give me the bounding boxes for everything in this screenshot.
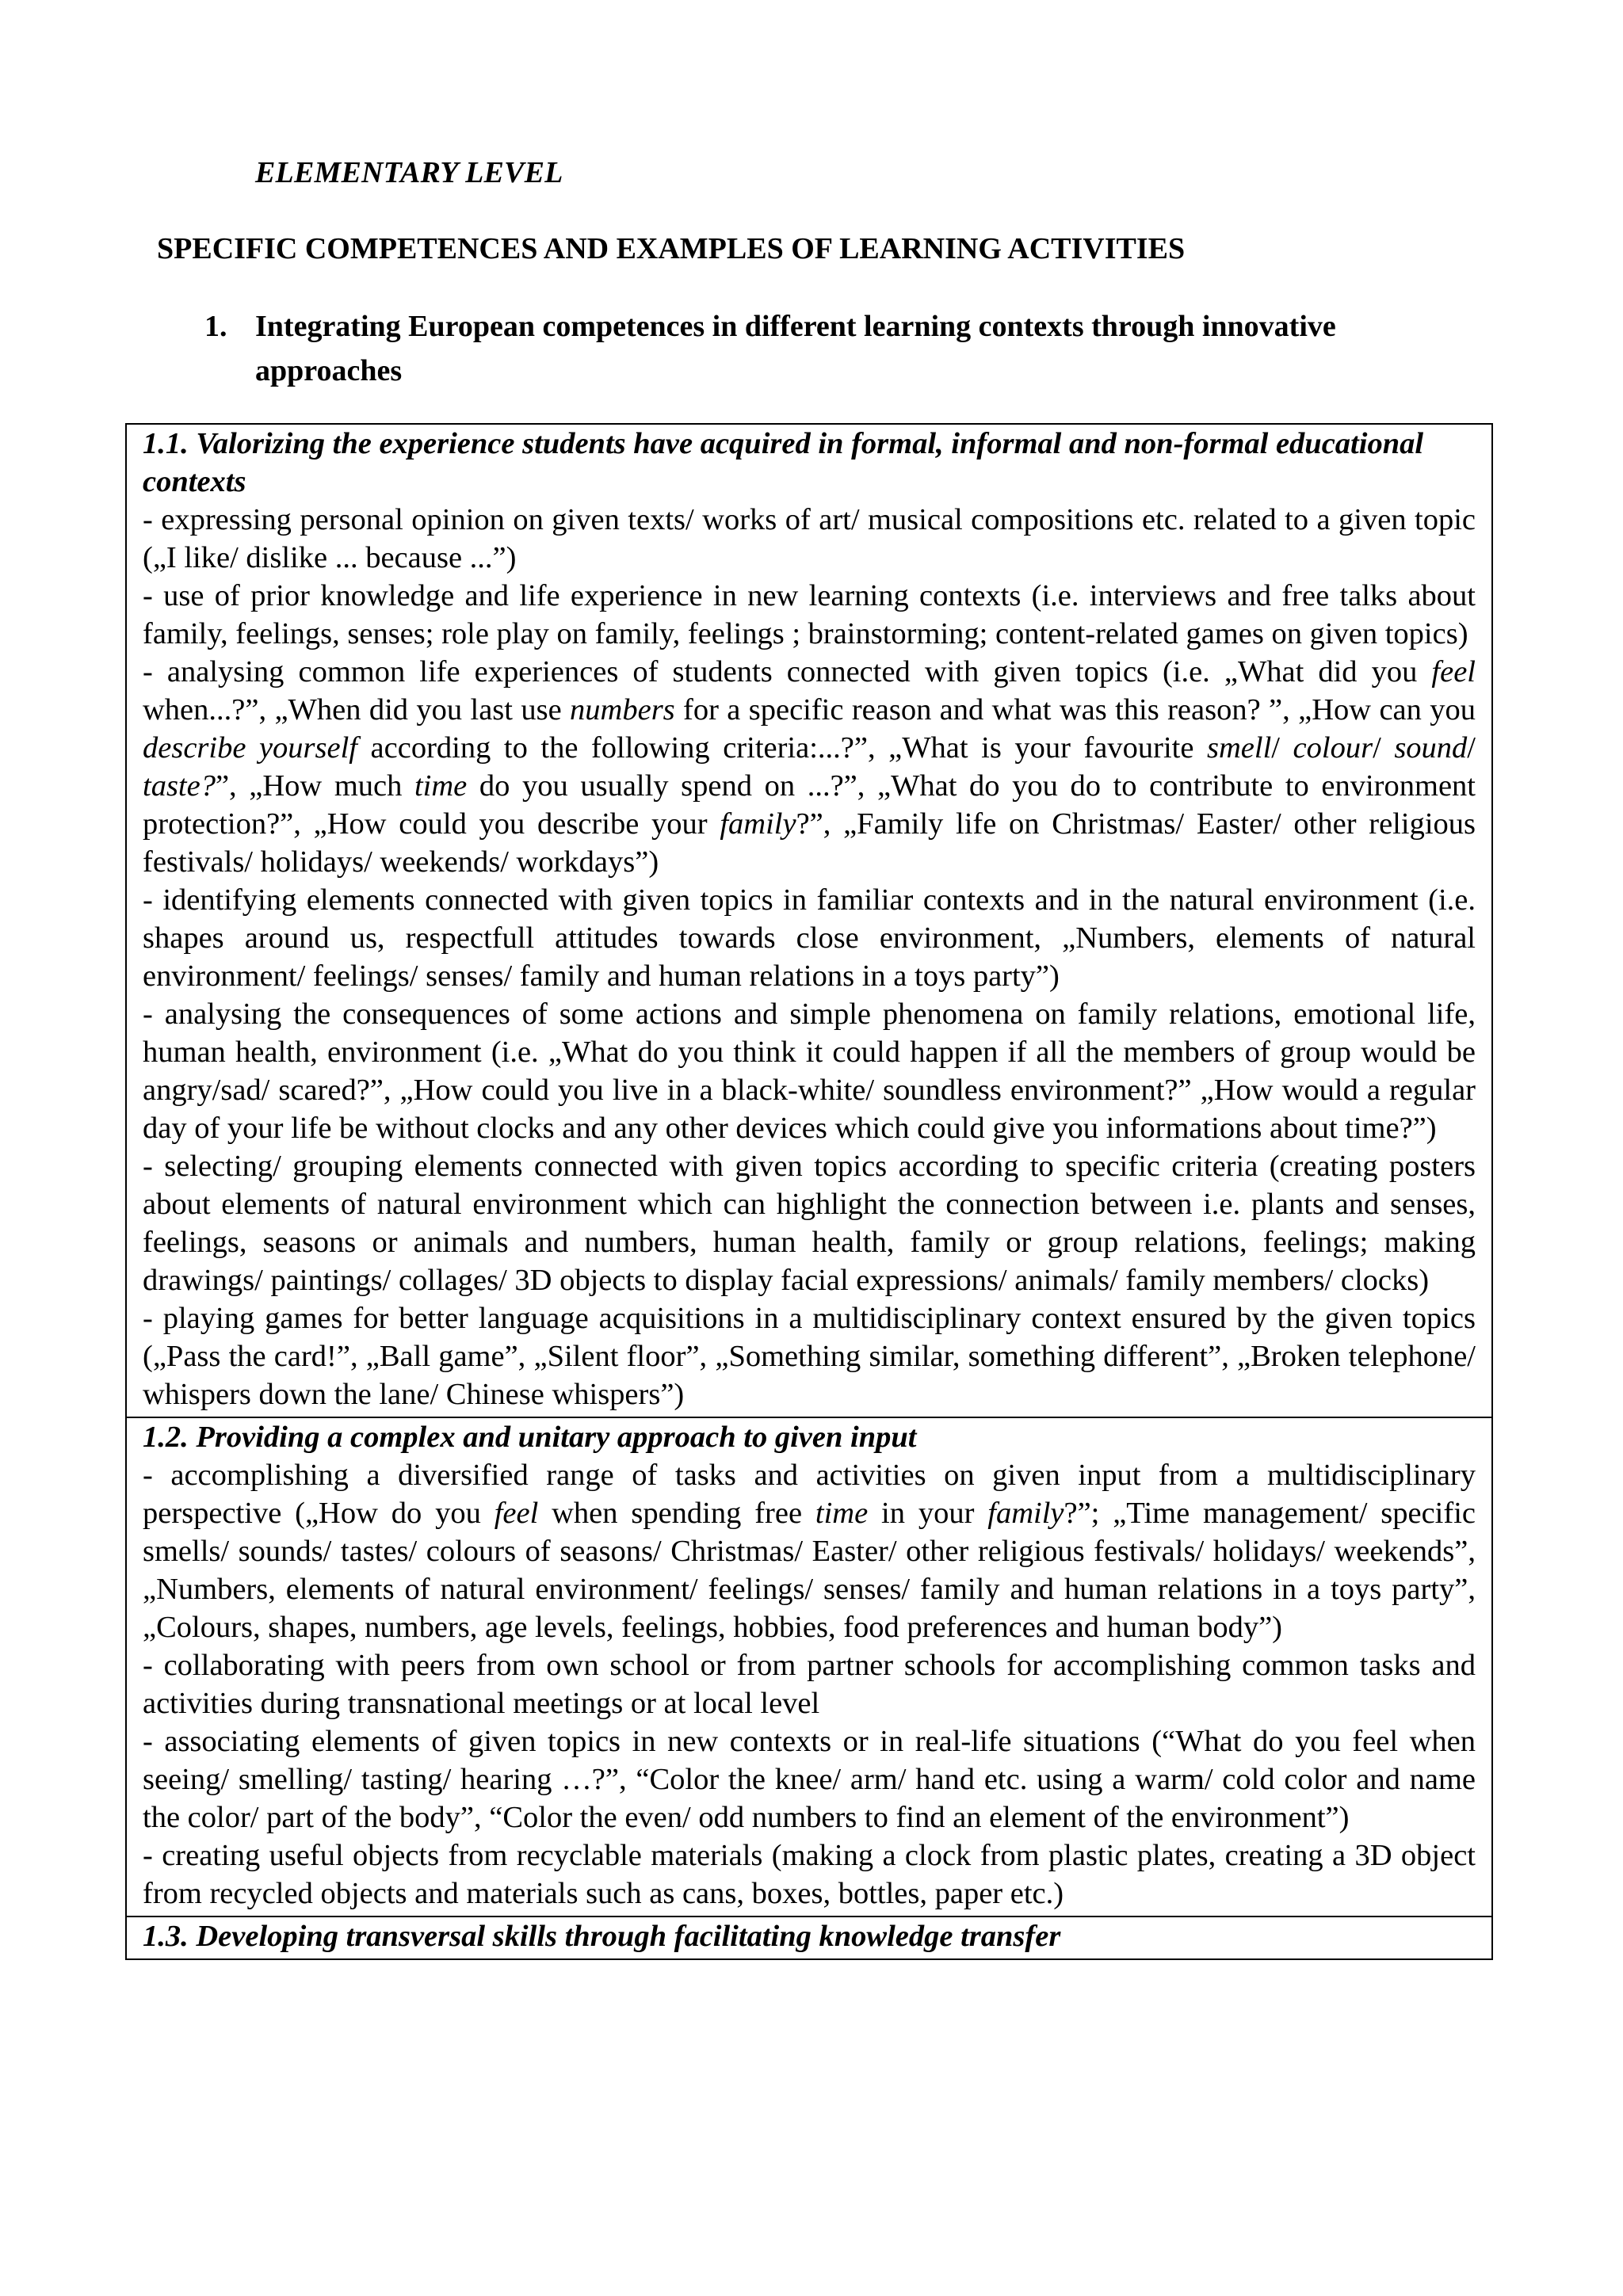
item-text: - associating elements of given topics in new contexts or in real-life situations (“What do you feel when seeing/ smelling/ tasting/ hearing …?”, “Color the knee/ arm/ hand etc. using a warm/ cold color and name the color/ part of the body”, “Color the even/ odd numbers to find an element of the environment”): [143, 1725, 1476, 1834]
subsection-1-2: [126, 1417, 1492, 1917]
emphasis-text: taste?: [143, 769, 216, 803]
activity-item: [143, 1147, 1476, 1299]
table-row: [126, 1417, 1492, 1917]
subsection-1-1: [126, 424, 1492, 1417]
emphasis-text: describe yourself: [143, 731, 358, 765]
item-text: - selecting/ grouping elements connected with given topics according to specific criteria (creating posters about elements of natural environment which can highlight the connection between i.e. plants and senses, feelings, seasons or animals and numbers, human health, family or group relations, feelings; making drawings/ paintings/ collages/ 3D objects to display facial expressions/ animals/ family members/ clocks): [143, 1150, 1476, 1297]
emphasis-text: sound: [1394, 731, 1468, 765]
item-text: - use of prior knowledge and life experience in new learning contexts (i.e. interviews and free talks about family, feelings, senses; role play on family, feelings ; brainstorming; content-related games on given topics): [143, 579, 1476, 650]
item-text: - expressing personal opinion on given texts/ works of art/ musical compositions etc. related to a given topic („I like/ dislike ... because ...”): [143, 503, 1476, 574]
activity-item: [143, 881, 1476, 995]
subsection-title: 1.2. Providing a complex and unitary approach to given input: [143, 1421, 917, 1454]
item-text: - playing games for better language acquisitions in a multidisciplinary context ensured by the given topics („Pass the card!”, „Ball game”, „Silent floor”, „Something similar, something different”, „Broken telephone/ whispers down the lane/ Chinese whispers”): [143, 1302, 1476, 1411]
item-text: /: [1373, 731, 1395, 765]
item-text: - collaborating with peers from own school or from partner schools for accomplishing common tasks and activities during transnational meetings or at local level: [143, 1649, 1476, 1720]
item-text: ?”; „Time management/ specific smells/ sounds/ tastes/ colours of seasons/ Christmas/ Easter/ other religious festivals/ holidays/ weekends”, „Numbers, elements of natural environment/ feelings/ senses/ family and human relations in a toys party”, „Colours, shapes, numbers, age levels, feelings, hobbies, food preferences and human body”): [143, 1497, 1476, 1644]
item-text: in your: [868, 1497, 988, 1530]
item-text: for a specific reason and what was this reason? ”, „How can you: [674, 693, 1476, 727]
competence-number: 1.: [204, 310, 227, 343]
subsection-title: 1.3. Developing transversal skills through facilitating knowledge transfer: [143, 1920, 1061, 1953]
item-text: when spending free: [538, 1497, 815, 1530]
emphasis-text: feel: [1431, 655, 1476, 688]
competences-table: [125, 423, 1493, 1960]
table-row: [126, 1917, 1492, 1959]
subsection-title: 1.1. Valorizing the experience students have acquired in formal, informal and non-formal educational contexts: [143, 427, 1424, 498]
item-text: according to the following criteria:...?”, „What is your favourite: [357, 731, 1207, 765]
item-text: ?”, „Family life on Christmas/ Easter/ other religious festivals/ holidays/ weekends/ workdays”): [143, 807, 1476, 879]
activity-item: [143, 501, 1476, 577]
competence-heading: [204, 304, 1472, 393]
item-text: - identifying elements connected with given topics in familiar contexts and in the natural environment (i.e. shapes around us, respectfull attitudes towards close environment, „Numbers, elements of natural environment/ feelings/ senses/ family and human relations in a toys party”): [143, 883, 1476, 993]
competence-title: Integrating European competences in different learning contexts through innovative approaches: [255, 310, 1336, 387]
item-text: /: [1271, 731, 1293, 765]
item-text: ”, „How much: [215, 769, 414, 803]
level-title: ELEMENTARY LEVEL: [255, 156, 563, 189]
emphasis-text: family: [987, 1497, 1064, 1530]
section-heading: SPECIFIC COMPETENCES AND EXAMPLES OF LEARNING ACTIVITIES: [157, 232, 1186, 265]
item-text: - accomplishing a diversified range of tasks and activities on given input from a multidisciplinary perspective („How do you: [143, 1459, 1476, 1530]
activity-item: [143, 653, 1476, 881]
item-text: - analysing the consequences of some actions and simple phenomena on family relations, emotional life, human health, environment (i.e. „What do you think it could happen if all the members of group would be angry/sad/ scared?”, „How could you live in a black-white/ soundless environment?” „How would a regular day of your life be without clocks and any other devices which could give you informations about time?”): [143, 997, 1476, 1145]
table-row: [126, 424, 1492, 1417]
activity-item: [143, 1646, 1476, 1722]
item-text: - creating useful objects from recyclable materials (making a clock from plastic plates, creating a 3D object from recycled objects and materials such as cans, boxes, bottles, paper etc.): [143, 1839, 1476, 1910]
emphasis-text: numbers: [570, 693, 675, 727]
emphasis-text: family: [720, 807, 796, 841]
item-text: - analysing common life experiences of students connected with given topics (i.e. „What did you: [143, 655, 1432, 688]
activity-item: [143, 1836, 1476, 1913]
item-text: when...?”, „When did you last use: [143, 693, 571, 727]
emphasis-text: colour: [1293, 731, 1373, 765]
activity-item: [143, 1456, 1476, 1646]
emphasis-text: smell: [1207, 731, 1272, 765]
emphasis-text: time: [815, 1497, 869, 1530]
subsection-1-3: [126, 1917, 1492, 1959]
emphasis-text: time: [414, 769, 468, 803]
activity-item: [143, 577, 1476, 653]
item-text: do you usually spend on ...?”, „What do you do to contribute to environment protection?”, „How could you describe your: [143, 769, 1476, 841]
activity-item: [143, 1299, 1476, 1413]
activity-item: [143, 995, 1476, 1147]
emphasis-text: feel: [494, 1497, 539, 1530]
item-text: /: [1467, 731, 1476, 765]
activity-item: [143, 1722, 1476, 1836]
